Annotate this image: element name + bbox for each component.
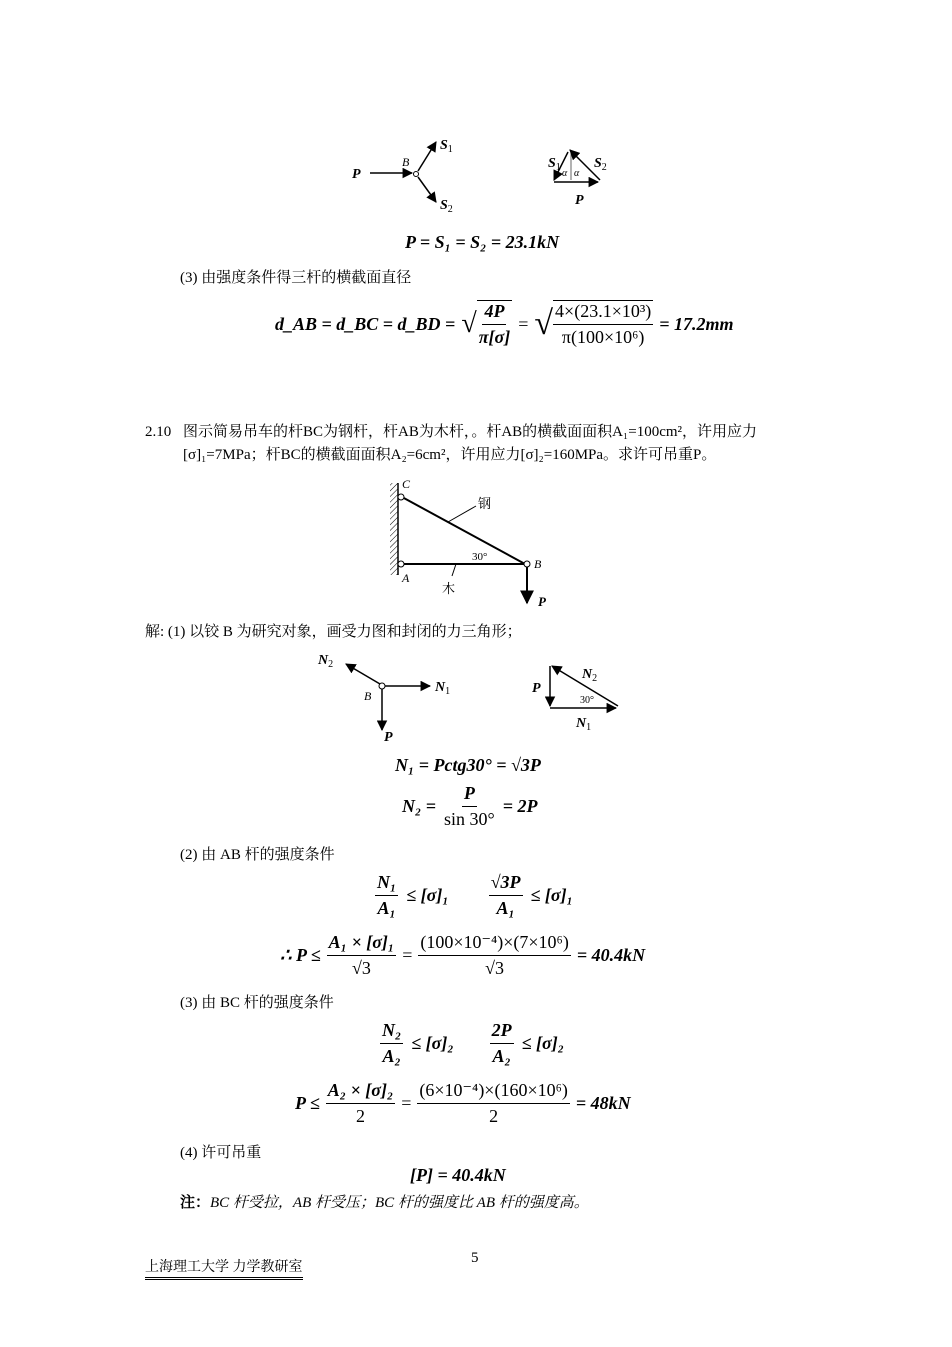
step-2: (2) 由 AB 杆的强度条件 [180, 847, 335, 863]
equation-allowable-load: [P] = 40.4kN [410, 1165, 506, 1185]
svg-text:P: P [538, 594, 546, 609]
svg-text:N2: $N_2$ [582, 667, 598, 684]
step-3-bc: (3) 由 BC 杆的强度条件 [180, 995, 334, 1011]
svg-text:P: P [532, 681, 541, 696]
svg-text:B: B [364, 689, 372, 703]
svg-text:B: B [534, 557, 542, 571]
problem-number: 2.10 [145, 424, 172, 440]
step-4: (4) 许可吊重 [180, 1145, 262, 1161]
equation-diameter: d_AB = d_BC = d_BD = √ $\frac{4P}{\pi[\sigma]}$ = √ $\frac{\text{4×(23.1×10³)}}{\text{π(100×10⁶)}}$ = 17.2mm [275, 301, 734, 347]
crane-diagram [380, 478, 560, 613]
rod-bc [402, 497, 525, 564]
svg-text:α: α [574, 168, 580, 179]
problem-line-1: 图示简易吊车的杆BC为钢杆，杆AB为木杆，。杆AB的横截面面积A₁=100cm²，许用应力 [183, 424, 758, 440]
svg-text:A: A [402, 571, 410, 585]
svg-text:α: α [562, 168, 568, 179]
svg-text:N1: $N_1$ [435, 680, 451, 697]
s2-arrow [418, 177, 436, 202]
force-diagram-2 [310, 648, 630, 743]
svg-text:30°: 30° [472, 551, 488, 563]
svg-text:N1: $N_1$ [576, 716, 592, 733]
note-label: 注： [180, 1195, 211, 1211]
step-3-diameter: (3) 由强度条件得三杆的横截面直径 [180, 270, 412, 286]
equation-p-ab: ∴ P ≤ $\frac{\text{A₁ × [σ]₁}}{√3}$ = $\frac{\text{(100×10⁻⁴)×(7×10⁶)}}{√3}$ = 40.4kN [280, 932, 646, 978]
svg-text:钢: 钢 [478, 496, 492, 511]
equation-p-bc: P ≤ $\frac{\text{A₂ × [σ]₂}}{2}$ = $\frac{\text{(6×10⁻⁴)×(160×10⁶)}}{2}$ = 48kN [295, 1080, 631, 1126]
svg-text:S1: $S_1$ [548, 156, 561, 173]
note-text: BC 杆受拉，AB 杆受压；BC 杆的强度比 AB 杆的强度高。 [210, 1195, 589, 1211]
svg-text:S2: $S_2$ [594, 156, 607, 173]
equation-p-s1-s2: P = S₁ = S₂ = 23.1kN [405, 232, 560, 252]
label-s1: $S_1$ [440, 138, 453, 155]
label-b: B [402, 155, 410, 169]
force-diagram-1 [340, 130, 630, 215]
joint-b [414, 172, 419, 177]
wall [390, 483, 398, 575]
svg-text:木: 木 [442, 581, 456, 596]
s1-arrow [418, 142, 436, 171]
problem-line-2: [σ]₁=7MPa；杆BC的横截面面积A₂=6cm²，许用应力[σ]₂=160MPa。求许可吊重P。 [183, 447, 717, 463]
svg-text:P: P [384, 730, 393, 743]
solution-intro: 解: (1) 以铰 B 为研究对象，画受力图和封闭的力三角形； [145, 624, 522, 640]
svg-text:N2: $N_2$ [318, 653, 334, 670]
footer-institution: 上海理工大学 力学教研室 [145, 1256, 303, 1280]
svg-text:C: C [402, 478, 411, 491]
label-p: P [352, 167, 361, 182]
n2-arrow [346, 664, 380, 684]
equation-bc-condition: $\frac{\text{N₂}}{\text{A₂}}$ ≤ [σ]₂ $\frac{2P}{\text{A₂}}$ ≤ [σ]₂ [382, 1020, 564, 1066]
page-number: 5 [471, 1250, 479, 1266]
equation-ab-condition: $\frac{\text{N₁}}{\text{A₁}}$ ≤ [σ]₁ $\frac{√3P}{\text{A₁}}$ ≤ [σ]₁ [377, 872, 573, 918]
equation-n2: N₂ = $\frac{P}{\sin 30^\circ}$ = 2P [402, 783, 538, 829]
label-s2: $S_2$ [440, 198, 453, 215]
note [180, 1193, 589, 1213]
svg-text:30°: 30° [580, 695, 594, 706]
svg-text:P: P [575, 193, 584, 208]
equation-n1: N₁ = Pctg30° = √3P [395, 755, 541, 775]
